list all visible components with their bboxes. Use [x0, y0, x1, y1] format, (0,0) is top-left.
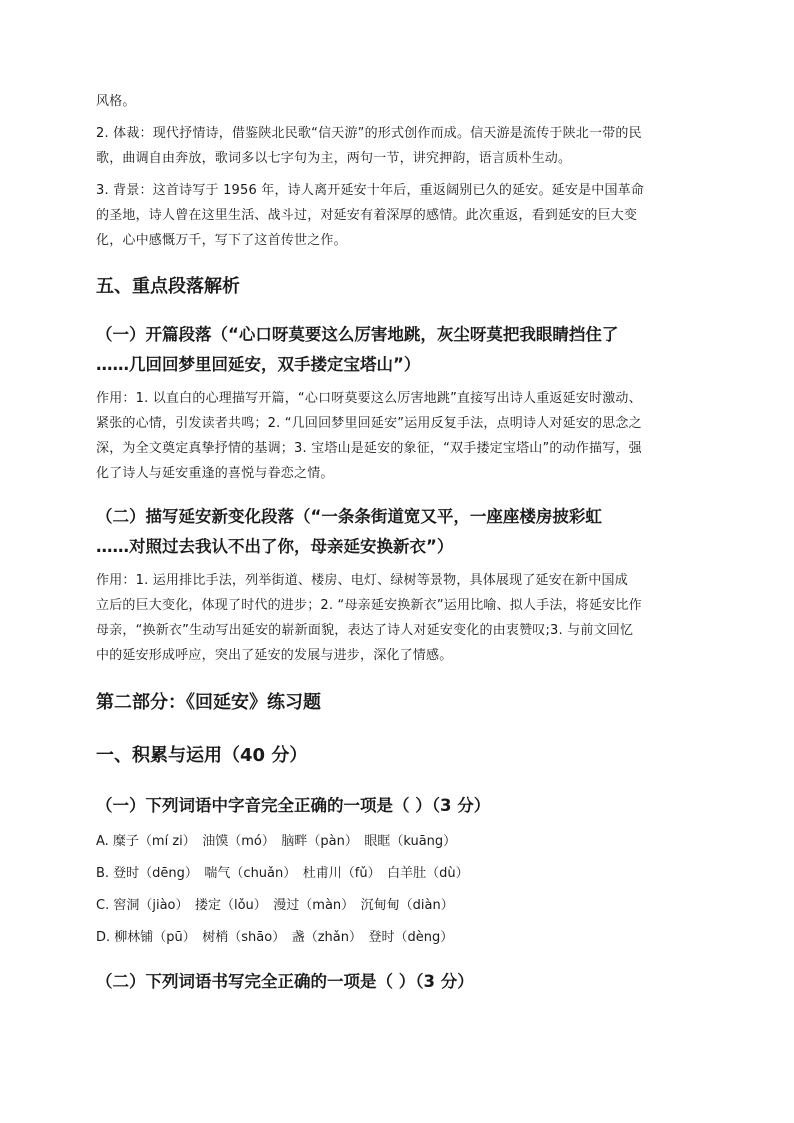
text-line: ……对照过去我认不出了你，母亲延安换新衣”）	[96, 537, 454, 556]
paragraph-genre	[96, 121, 700, 171]
paragraph-background	[96, 178, 700, 253]
paragraph-opening-analysis	[96, 386, 700, 486]
text-line: 立后的巨大变化，体现了时代的进步；2. “母亲延安换新衣”运用比喻、拟人手法，将延安比作	[96, 598, 642, 613]
text-line: 的圣地，诗人曾在这里生活、战斗过，对延安有着深厚的感情。此次重返，看到延安的巨大变	[96, 208, 638, 223]
text-line: ……几回回梦里回延安，双手搂定宝塔山”）	[96, 355, 421, 374]
text-line: （一）开篇段落（“心口呀莫要这么厉害地跳，灰尘呀莫把我眼睛挡住了	[96, 325, 619, 344]
text-line: 深，为全文奠定真挚抒情的基调；3. 宝塔山是延安的象征，“双手搂定宝塔山”的动作描写，强	[96, 441, 642, 456]
question-2-heading: （二）下列词语书写完全正确的一项是（ ）（3 分）	[96, 972, 474, 991]
text-line: 中的延安形成呼应，突出了延安的发展与进步，深化了情感。	[96, 648, 453, 663]
paragraph-style-end	[96, 89, 700, 114]
subheading-opening-paragraph	[96, 320, 706, 380]
text-line: 作用：1. 运用排比手法，列举街道、楼房、电灯、绿树等景物，具体展现了延安在新中国成	[96, 573, 628, 588]
text-line: 化，心中感慨万千，写下了这首传世之作。	[96, 233, 347, 248]
q1-option-c: C. 窖洞（jiào） 搂定（lǒu） 漫过（màn） 沉甸甸（diàn）	[96, 898, 454, 913]
paragraph-new-changes-analysis	[96, 568, 700, 668]
section-heading-accumulation: 一、积累与运用（40 分）	[96, 745, 308, 766]
text-line: 3. 背景：这首诗写于 1956 年，诗人离开延安十年后，重返阔别已久的延安。延安是中国革命	[96, 183, 645, 198]
text-line: 母亲，“换新衣”生动写出延安的崭新面貌，表达了诗人对延安变化的由衷赞叹;3. 与前文回忆	[96, 623, 634, 638]
q1-option-a: A. 糜子（mí zi） 油馍（mó） 脑畔（pàn） 眼眶（kuāng）	[96, 834, 457, 849]
part-heading-exercises: 第二部分：《回延安》练习题	[96, 692, 321, 713]
text-line: 2. 体裁：现代抒情诗，借鉴陕北民歌“信天游”的形式创作而成。信天游是流传于陕北一带的民	[96, 126, 642, 141]
subheading-new-changes-paragraph	[96, 502, 706, 562]
text-line: 作用：1. 以直白的心理描写开篇，“心口呀莫要这么厉害地跳”直接写出诗人重返延安时激动、	[96, 391, 642, 406]
text-line: 风格。	[96, 94, 136, 109]
q1-option-d: D. 柳林铺（pū） 树梢（shāo） 盏（zhǎn） 登时（dèng）	[96, 930, 454, 945]
question-1-heading: （一）下列词语中字音完全正确的一项是（ ）（3 分）	[96, 796, 491, 815]
text-line: （二）描写延安新变化段落（“一条条街道宽又平，一座座楼房披彩虹	[96, 507, 602, 526]
text-line: 歌，曲调自由奔放，歌词多以七字句为主，两句一节，讲究押韵，语言质朴生动。	[96, 151, 572, 166]
text-line: 紧张的心情，引发读者共鸣；2. “几回回梦里回延安”运用反复手法，点明诗人对延安的思念之	[96, 416, 642, 431]
section-heading-key-paragraphs: 五、重点段落解析	[96, 276, 240, 297]
text-line: 化了诗人与延安重逢的喜悦与眷恋之情。	[96, 466, 334, 481]
q1-option-b: B. 登时（dēng） 喘气（chuǎn） 杜甫川（fǔ） 白羊肚（dù）	[96, 866, 469, 881]
